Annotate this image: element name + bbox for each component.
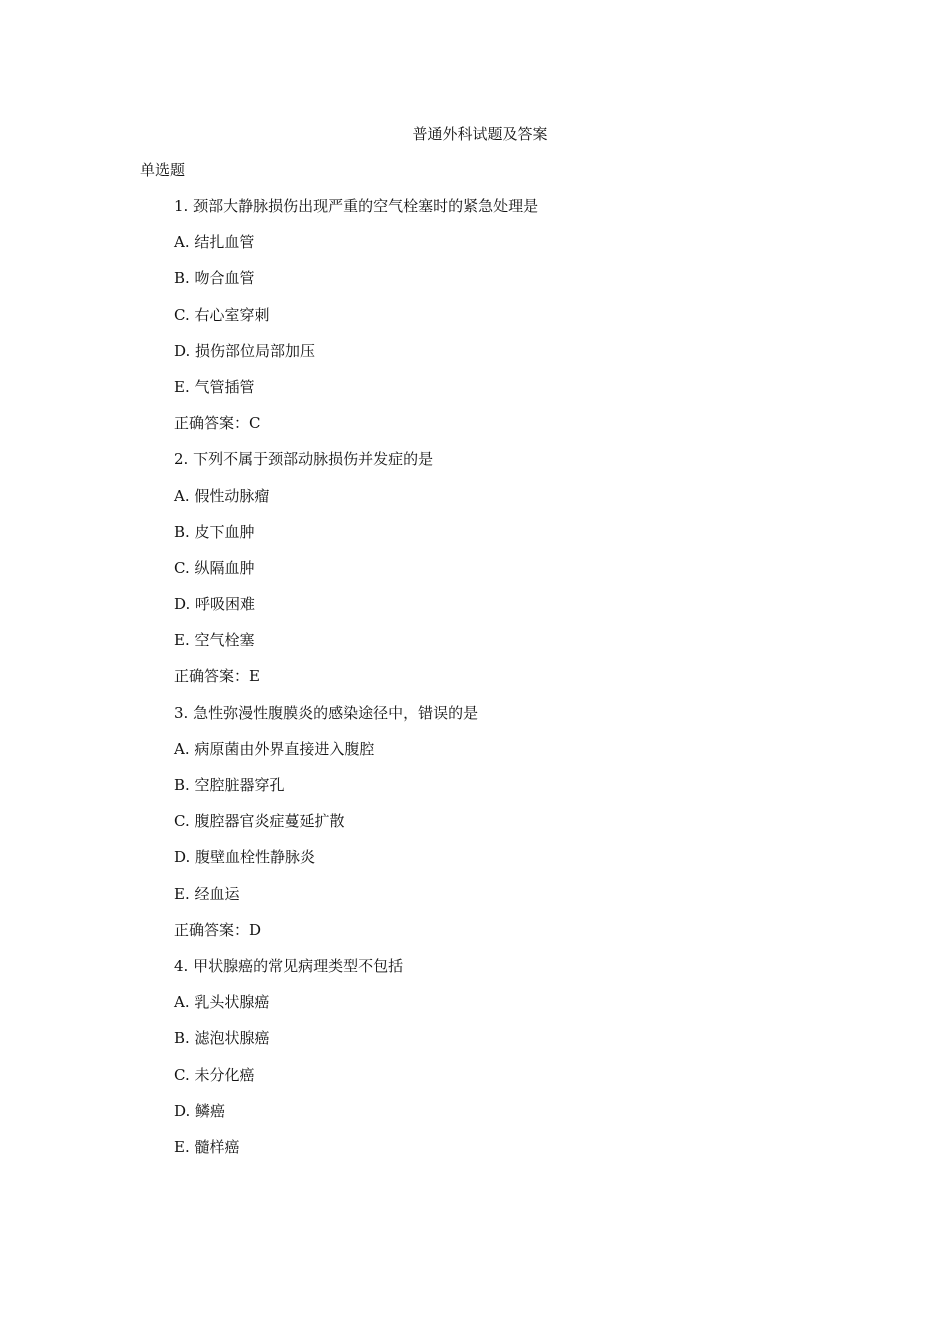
option-d: D. 损伤部位局部加压 (174, 341, 316, 360)
option-c: C. 腹腔器官炎症蔓延扩散 (174, 812, 345, 831)
document-title: 普通外科试题及答案 (412, 125, 548, 143)
question-list (174, 195, 874, 1172)
question-stem: 2. 下列不属于颈部动脉损伤并发症的是 (174, 450, 434, 469)
option-d: D. 腹壁血栓性静脉炎 (174, 848, 316, 867)
correct-answer: 正确答案：D (174, 920, 262, 939)
option-c: C. 右心室穿刺 (174, 305, 270, 324)
option-e: E. 经血运 (174, 884, 240, 903)
option-e: E. 空气栓塞 (174, 631, 255, 650)
option-b: B. 皮下血肿 (174, 522, 255, 541)
question-stem: 3. 急性弥漫性腹膜炎的感染途径中，错误的是 (174, 703, 479, 722)
option-e: E. 髓样癌 (174, 1137, 240, 1156)
correct-answer: 正确答案：E (174, 667, 260, 686)
option-a: A. 结扎血管 (174, 233, 255, 252)
option-d: D. 呼吸困难 (174, 595, 256, 614)
option-a: A. 假性动脉瘤 (174, 486, 270, 505)
correct-answer: 正确答案：C (174, 414, 261, 433)
option-e: E. 气管插管 (174, 377, 255, 396)
option-c: C. 未分化癌 (174, 1065, 255, 1084)
option-c: C. 纵隔血肿 (174, 558, 255, 577)
option-a: A. 乳头状腺癌 (174, 993, 270, 1012)
question-stem: 4. 甲状腺癌的常见病理类型不包括 (174, 956, 404, 975)
option-b: B. 滤泡状腺癌 (174, 1029, 270, 1048)
option-a: A. 病原菌由外界直接进入腹腔 (174, 739, 375, 758)
question-stem: 1. 颈部大静脉损伤出现严重的空气栓塞时的紧急处理是 (174, 197, 539, 215)
option-b: B. 吻合血管 (174, 269, 255, 288)
section-heading: 单选题 (140, 161, 186, 179)
option-d: D. 鳞癌 (174, 1101, 226, 1120)
option-b: B. 空腔脏器穿孔 (174, 776, 285, 794)
